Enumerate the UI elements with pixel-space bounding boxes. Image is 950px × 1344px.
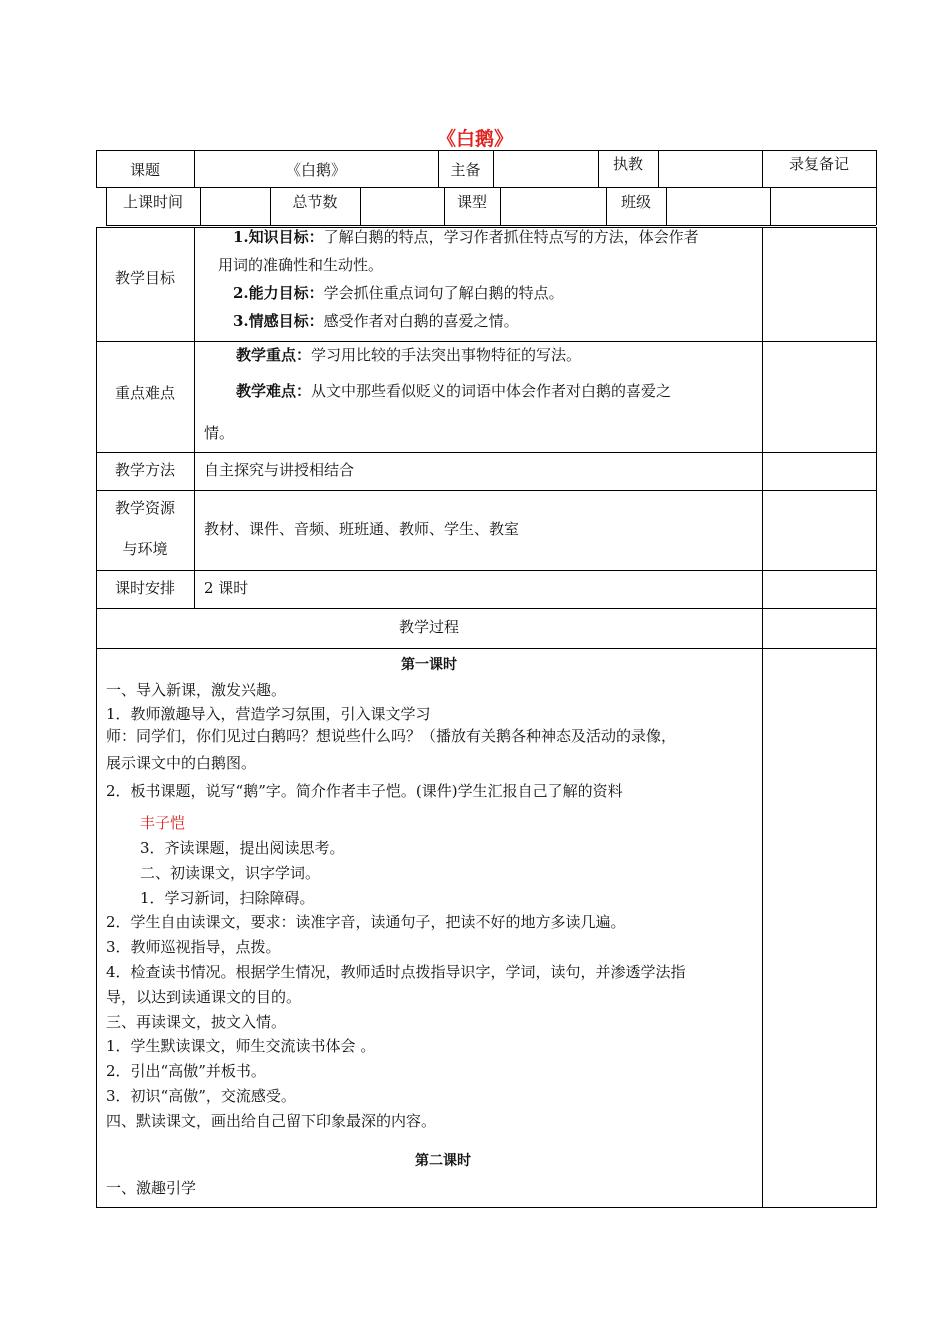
- key-points-label: 重点难点: [114, 384, 175, 402]
- key-difficulty-title: 教学难点：: [236, 382, 312, 400]
- author-name-red: 丰子恺: [140, 814, 186, 832]
- zhijiao-label: 执教: [612, 155, 643, 173]
- process-line: 2．学生自由读课文，要求：读准字音，读通句子，把读不好的地方多读几遍。: [106, 913, 626, 931]
- lesson-type-label: 课型: [456, 193, 487, 211]
- process-line: 2．引出“高傲”并板书。: [106, 1062, 266, 1080]
- goals-label: 教学目标: [114, 269, 175, 287]
- process-line: 3．齐读课题，提出阅读思考。: [140, 839, 345, 857]
- process-line: 1．教师激趣导入，营造学习氛围，引入课文学习: [106, 705, 431, 723]
- process-line: 1．学习新词，扫除障碍。: [140, 889, 315, 907]
- process-line: 3．教师巡视指导，点拨。: [106, 938, 281, 956]
- process-line: 4．检查读书情况。根据学生情况，教师适时点拨指导识字，学词，读句，并渗透学法指: [106, 963, 686, 981]
- goal-ability-title: 2.能力目标：: [233, 284, 324, 302]
- document-title: 《白鹅》: [436, 128, 513, 150]
- keti-label: 课题: [129, 161, 160, 179]
- resource-label-2: 与环境: [122, 540, 168, 558]
- process-line: 一、导入新课，激发兴趣。: [106, 681, 287, 699]
- process-line: 3．初识“高傲”，交流感受。: [106, 1087, 296, 1105]
- lufu-label: 录复备记: [788, 155, 849, 173]
- goal-knowledge-cont: 用词的准确性和生动性。: [218, 256, 384, 274]
- process-line-last: 一、激趣引学: [106, 1179, 197, 1197]
- goal-knowledge-text: 了解白鹅的特点，学习作者抓住特点写的方法，体会作者: [323, 228, 699, 246]
- lesson-1-heading: 第一课时: [401, 657, 457, 673]
- goal-emotion: [233, 310, 519, 331]
- goal-emotion-title: 3.情感目标：: [233, 312, 324, 330]
- process-line: 师：同学们，你们见过白鹅吗？想说些什么吗？（播放有关鹅各种神态及活动的录像，: [106, 727, 677, 745]
- process-line: 导，以达到读通课文的目的。: [106, 988, 302, 1006]
- process-line: 展示课文中的白鹅图。: [106, 754, 257, 772]
- process-line: 二、初读课文，识字学词。: [140, 864, 321, 882]
- process-heading: 教学过程: [398, 618, 459, 636]
- key-difficulty-cont: 情。: [204, 424, 235, 442]
- class-time-label: 上课时间: [122, 193, 183, 211]
- keti-value: 《白鹅》: [285, 161, 346, 179]
- goal-emotion-text: 感受作者对白鹅的喜爱之情。: [323, 312, 519, 330]
- lesson-2-heading: 第二课时: [415, 1153, 471, 1169]
- key-focus: [236, 344, 581, 365]
- goal-knowledge: [233, 226, 699, 247]
- key-focus-title: 教学重点：: [236, 346, 312, 364]
- goal-ability-text: 学会抓住重点词句了解白鹅的特点。: [323, 284, 564, 302]
- key-difficulty-text: 从文中那些看似贬义的词语中体会作者对白鹅的喜爱之: [311, 382, 672, 400]
- method-label: 教学方法: [114, 461, 175, 479]
- schedule-label: 课时安排: [114, 579, 175, 597]
- process-line: 2．板书课题，说写“鹅”字。简介作者丰子恺。(课件)学生汇报自己了解的资料: [106, 782, 623, 800]
- method-value: 自主探究与讲授相结合: [204, 461, 355, 479]
- resource-value: 教材、课件、音频、班班通、教师、学生、教室: [204, 520, 520, 538]
- process-line: 1．学生默读课文，师生交流读书体会 。: [106, 1037, 376, 1055]
- class-label: 班级: [620, 193, 651, 211]
- zhubei-label: 主备: [450, 161, 481, 179]
- key-focus-text: 学习用比较的手法突出事物特征的写法。: [311, 346, 582, 364]
- total-sessions-label: 总节数: [292, 193, 338, 211]
- goal-knowledge-title: 1.知识目标：: [233, 228, 324, 246]
- schedule-value: 2 课时: [204, 579, 249, 597]
- process-line: 四、默读课文，画出给自己留下印象最深的内容。: [106, 1112, 437, 1130]
- process-line: 三、再读课文，披文入情。: [106, 1013, 287, 1031]
- key-difficulty: [236, 380, 671, 401]
- resource-label-1: 教学资源: [114, 499, 175, 517]
- goal-ability: [233, 282, 564, 303]
